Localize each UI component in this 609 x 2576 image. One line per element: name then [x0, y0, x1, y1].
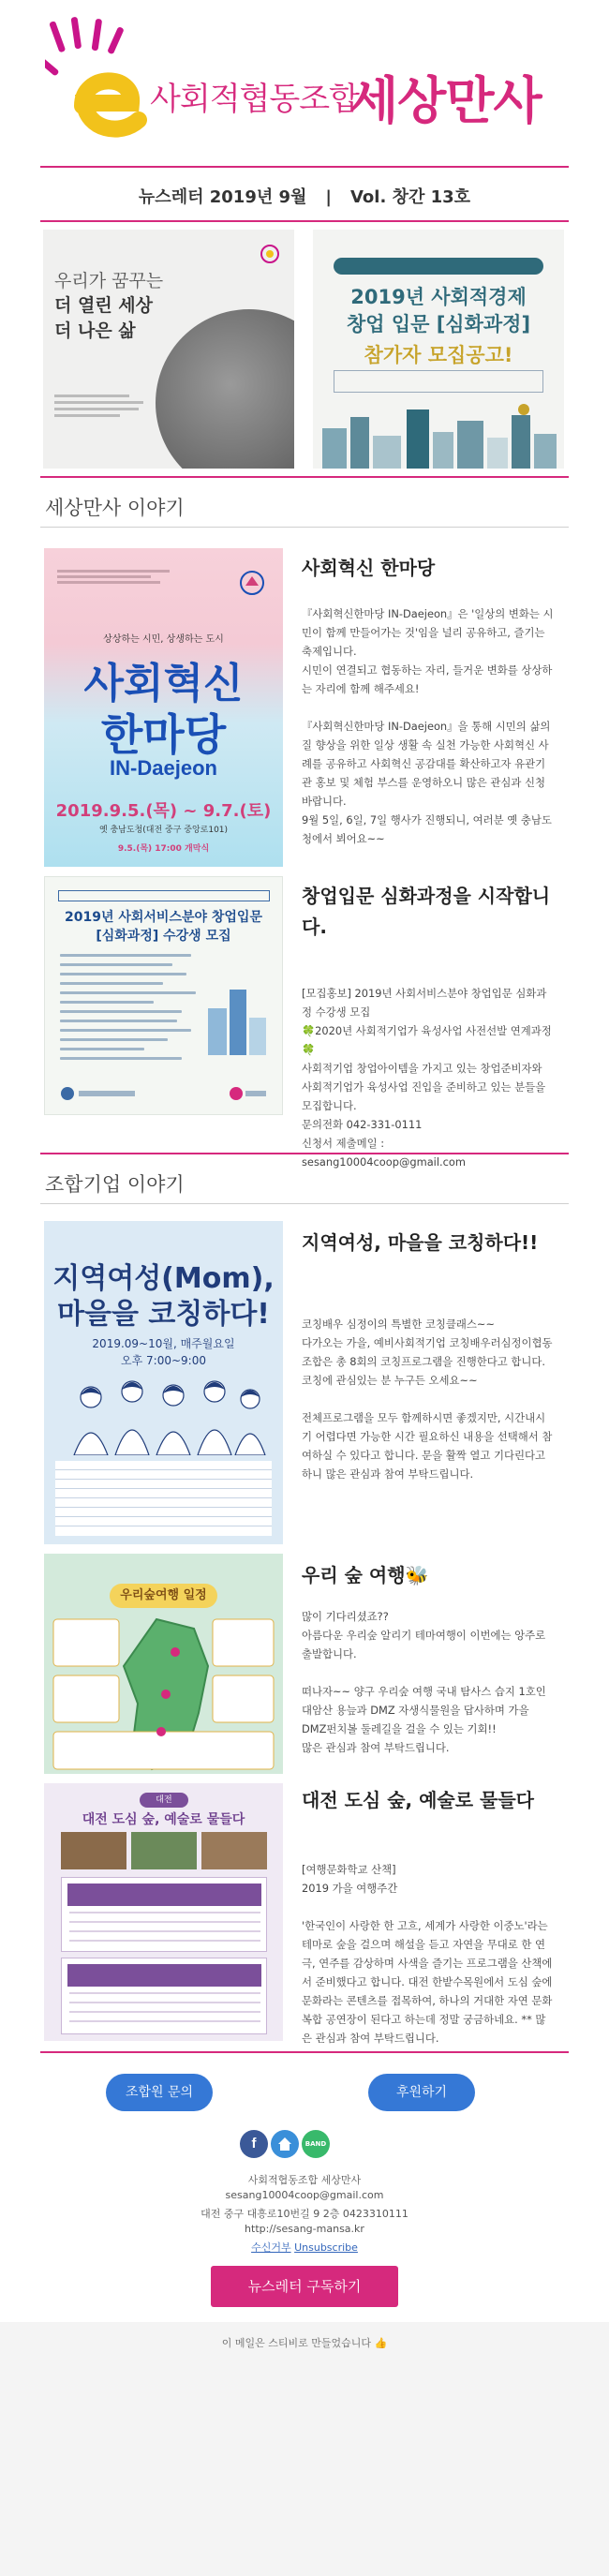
article-paragraph: 코칭배우 심정이의 특별한 코칭클래스~~	[302, 1318, 496, 1331]
poster-small-text	[57, 567, 198, 587]
article-paragraph: [모집홍보] 2019년 사회서비스분야 창업입문 심화과정 수강생 모집	[302, 987, 547, 1019]
article-paragraph	[302, 1390, 555, 1408]
poster-title-line2: 마을을 코칭하다!	[57, 1298, 270, 1331]
article-paragraph: 문의전화 042-331-0111	[302, 1118, 423, 1131]
poster-top-bar	[58, 890, 270, 901]
issue-volume: Vol. 창간 13호	[349, 187, 471, 207]
unsubscribe-link-en[interactable]: Unsubscribe	[294, 2241, 358, 2254]
article-body	[302, 1607, 555, 1757]
footer-org: 사회적협동조합 세상만사	[247, 2174, 362, 2186]
stibee-note[interactable]: 이 메일은 스티비로 만들었습니다 👍	[221, 2337, 388, 2349]
banner-right-pill	[334, 258, 543, 275]
poster-logo-icon	[238, 569, 266, 597]
article-body	[302, 1315, 555, 1483]
article-paragraph	[302, 1898, 555, 1916]
sponsor-button[interactable]: 후원하기	[368, 2074, 475, 2111]
brand-name-small: 사회적협동조합	[150, 82, 359, 117]
banner-vision[interactable]	[43, 230, 294, 469]
article-body	[302, 1860, 555, 2047]
article-title[interactable]: 지역여성, 마을을 코칭하다!!	[302, 1231, 539, 1254]
poster-title: 대전 도심 숲, 예술로 물들다	[82, 1812, 245, 1827]
banner-startup-recruit[interactable]	[313, 230, 564, 469]
article-paragraph: 『사회혁신한마당 IN-Daejeon』을 통해 시민의 삶의 질 향상을 위한 일상 생활 속 실천 가능한 사회혁신 사례를 공유하고 사회혁신 공감대를 확산하고자 유관기관 홍보 및 체험 부스를 운영하오니 많은 관심과 신청 바랍니다.	[302, 720, 555, 808]
subscribe-button[interactable]: 뉴스레터 구독하기	[211, 2266, 398, 2307]
section-divider	[40, 527, 569, 528]
article-paragraph: 다가오는 가을, 예비사회적기업 코칭배우러심정이협동조합은 총 8회의 코칭프로그램을 진행한다고 합니다.	[302, 1336, 553, 1368]
article-body	[302, 984, 555, 1171]
article-paragraph: 9월 5일, 6일, 7일 행사가 진행되니, 여러분 옛 충남도청에서 뵈어요~~	[302, 813, 552, 845]
poster-title-line1: 지역여성(Mom),	[52, 1262, 275, 1295]
article-paragraph: 사회적기업 창업아이템을 가지고 있는 창업준비자와 사회적기업가 육성사업 진입을 준비하고 있는 분들을 모집합니다.	[302, 1062, 549, 1112]
poster-title-line2: 한마당	[100, 709, 227, 760]
article-title[interactable]: 대전 도심 숲, 예술로 물들다	[302, 1789, 534, 1811]
section-title-story: 세상만사 이야기	[45, 497, 185, 519]
article-paragraph: 🍀2020년 사회적기업가 육성사업 사전선발 연계과정🍀	[302, 1024, 552, 1056]
brand-name-big: 세상만사	[349, 73, 542, 129]
article-paragraph: 떠나자~~ 양구 우리숲 여행 국내 탐사스 습지 1호인 대암산 용늪과 DMZ 자생식물원을 답사하며 가을 DMZ펀치볼 둘레길을 걸을 수 있는 기회!!	[302, 1685, 550, 1735]
banner-left-note	[54, 391, 148, 421]
article-paragraph	[302, 698, 555, 717]
section-divider	[40, 1203, 569, 1204]
issue-bar	[40, 166, 569, 222]
people-illustration	[55, 1371, 272, 1455]
article-title[interactable]: 창업입문 심화과정을 시작합니다.	[302, 885, 551, 938]
article-paragraph	[302, 1663, 555, 1682]
poster-title-line1: 사회혁신	[83, 660, 244, 707]
banner-left-line2: 더 열린 세상	[54, 295, 153, 316]
poster-program-rows	[69, 1912, 260, 1949]
banner-left-line3: 더 나은 삶	[54, 320, 136, 341]
poster-title: 우리숲여행 일정	[110, 1584, 217, 1608]
poster-date: 2019.9.5.(목) ~ 9.7.(토)	[55, 801, 272, 821]
poster-time: 오후 7:00~9:00	[121, 1354, 206, 1367]
footer-divider	[40, 2051, 569, 2053]
article-thumb-women-coaching[interactable]	[44, 1221, 283, 1544]
poster-program-box	[61, 1877, 267, 1952]
article-thumb-city-forest[interactable]	[44, 1783, 283, 2041]
article-paragraph: 신청서 제출메일 :	[302, 1137, 385, 1150]
poster-schedule-table	[55, 1461, 272, 1536]
home-icon[interactable]	[271, 2130, 299, 2158]
footer-bottom	[0, 2322, 609, 2576]
section-title-coop: 조합기업 이야기	[45, 1173, 185, 1196]
article-title[interactable]: 사회혁신 한마당	[302, 557, 436, 579]
poster-text-lines	[60, 954, 201, 1066]
article-thumb-startup-course[interactable]	[44, 876, 283, 1115]
article-paragraph: sesang10004coop@gmail.com	[302, 1155, 466, 1169]
article-paragraph: 시민이 연결되고 협동하는 자리, 들거운 변화를 상상하는 자리에 함께 해주세요!	[302, 663, 553, 695]
article-paragraph: 전체프로그램을 모두 함께하시면 좋겠지만, 시간내시기 어렵다면 가능한 시간 필요하신 내용을 선택해서 참여하실 수 있다고 합니다. 문을 활짝 열고 기다린다고 하니 많은 관심과 참여 부탁드립니다.	[302, 1411, 553, 1481]
poster-title-en: IN-Daejeon	[110, 756, 217, 780]
member-inquiry-button[interactable]: 조합원 문의	[106, 2074, 213, 2111]
article-paragraph: 많은 관심과 참여 부탁드립니다.	[302, 1741, 450, 1754]
article-paragraph: 많이 기다리셨죠??	[302, 1610, 389, 1623]
article-thumb-forest-trip[interactable]	[44, 1554, 283, 1774]
issue-line	[40, 184, 569, 208]
article-paragraph: [여행문화학교 산책]	[302, 1863, 396, 1876]
article-paragraph: '한국인이 사랑한 한 고흐, 세계가 사랑한 이중노'라는 테마로 숲을 걸으며 해설을 듣고 자연을 무대로 한 연극, 연주를 감상하며 사색을 즐기는 프로그램을 산책에서 준비했다고 합니다. 대전 한밭수목원에서 도심 숲에 문화라는 콘텐츠를 접목하여, 하나의 거대한 자연 문화 복합 공연장이 된다고 하는데 정말 궁금하네요. ** 많은 관심과 참여 부탁드립니다.	[302, 1919, 557, 2045]
footer-address: 대전 중구 대흥로10번길 9 2층 0423310111	[201, 2208, 408, 2220]
brand-logo-icon	[45, 17, 157, 157]
section-header-story	[40, 476, 569, 529]
article-paragraph: 코칭에 관심있는 분 누구든 오세요~~	[302, 1374, 478, 1387]
globe-illustration	[156, 309, 294, 469]
map-illustration	[44, 1610, 283, 1774]
footer-email[interactable]: sesang10004coop@gmail.com	[225, 2189, 384, 2201]
footer-url[interactable]: http://sesang-mansa.kr	[245, 2223, 364, 2235]
article-paragraph: 『사회혁신한마당 IN-Daejeon』은 '일상의 변화는 시민이 함께 만들어가는 것'임을 널리 공유하고, 즐기는 축제입니다.	[302, 607, 554, 658]
poster-photos	[61, 1832, 267, 1869]
newsletter-header	[0, 0, 609, 164]
facebook-icon[interactable]: f	[240, 2130, 268, 2158]
unsubscribe-link-ko[interactable]: 수신거부	[251, 2241, 291, 2254]
poster-date: 2019.09~10월, 매주월요일	[92, 1337, 235, 1350]
poster-place: 옛 충남도청(대전 중구 중앙로101)	[98, 826, 229, 835]
article-thumb-social-innovation[interactable]	[44, 548, 283, 867]
band-icon[interactable]: BAND	[302, 2130, 330, 2158]
unsubscribe-links	[0, 2240, 609, 2255]
banner-left-line1: 우리가 꿈꾸는	[54, 271, 164, 291]
poster-program-box	[61, 1958, 267, 2034]
banner-right-line3: 참가자 모집공고!	[364, 344, 513, 366]
article-paragraph: 아름다운 우리숲 알리기 테마여행이 이번에는 앙주로 출발합니다.	[302, 1629, 549, 1660]
issue-separator: |	[325, 187, 332, 207]
poster-footer-logos	[58, 1084, 270, 1103]
issue-date: 뉴스레터 2019년 9월	[138, 187, 307, 207]
building-illustration	[203, 980, 269, 1055]
poster-program-rows	[69, 1992, 260, 2030]
poster-time: 9.5.(목) 17:00 개막식	[117, 844, 210, 854]
city-illustration	[313, 400, 564, 469]
poster-title-line1: 2019년 사회서비스분야 창업입문	[64, 910, 262, 925]
poster-pill: 대전	[140, 1793, 188, 1808]
poster-slogan: 상상하는 시민, 상생하는 도시	[103, 634, 224, 645]
banner-right-line2: 창업 입문 [심화과정]	[346, 313, 531, 335]
article-body	[302, 604, 555, 848]
banner-right-note	[334, 370, 543, 393]
article-title[interactable]: 우리 숲 여행🐝	[302, 1564, 429, 1586]
poster-title-line2: [심화과정] 수강생 모집	[96, 929, 231, 944]
section-header-coop	[40, 1153, 569, 1205]
article-paragraph: 2019 가을 여행주간	[302, 1882, 398, 1895]
banner-right-line1: 2019년 사회적경제	[350, 286, 527, 308]
poster-program-head	[67, 1964, 261, 1987]
poster-program-head	[67, 1884, 261, 1906]
small-logo-icon	[259, 243, 281, 265]
